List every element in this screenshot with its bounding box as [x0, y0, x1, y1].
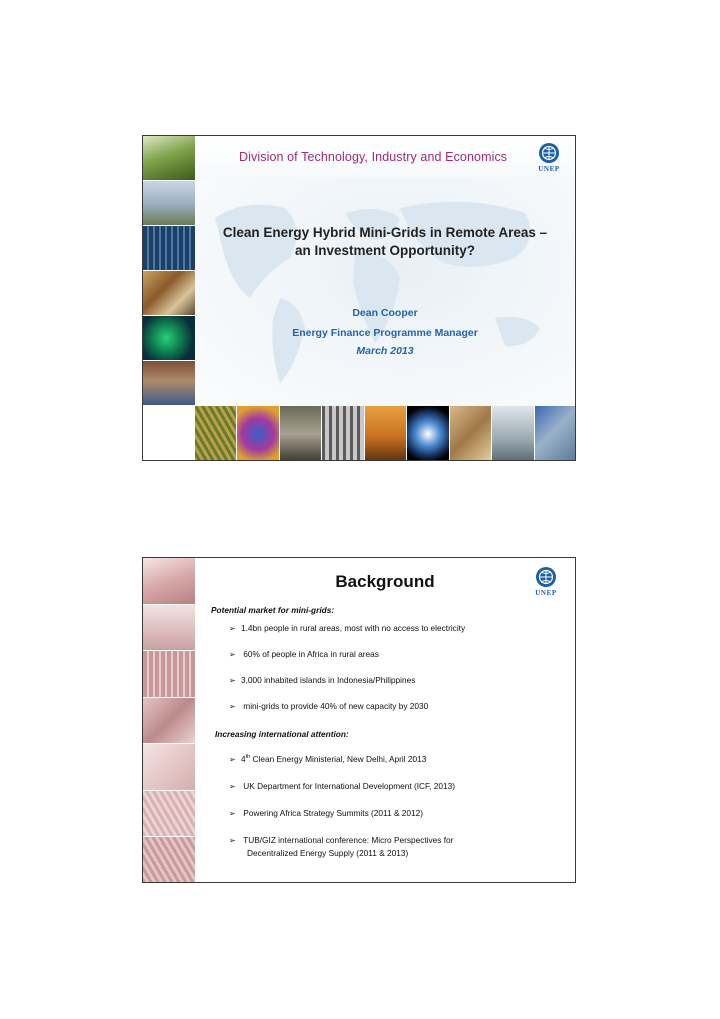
presentation-date: March 2013: [356, 345, 414, 357]
recycling-photo: [535, 406, 577, 461]
arrow-bullet-icon: ➢: [229, 809, 236, 818]
earth-globe-photo: [407, 406, 449, 461]
arrow-bullet-icon: ➢: [229, 650, 236, 659]
building-photo: [143, 226, 195, 271]
bullet-item: ➢ Powering Africa Strategy Summits (2011 & 2012): [229, 808, 424, 818]
title-slide: [142, 135, 576, 461]
unep-logo-text: UNEP: [538, 165, 560, 173]
arrow-bullet-icon: ➢: [229, 624, 236, 633]
faded-solar-photo: [143, 837, 195, 883]
flower-art-photo: [237, 406, 279, 461]
bullet-item: ➢ 60% of people in Africa in rural areas: [229, 649, 379, 659]
industry-photo: [322, 406, 364, 461]
arrow-bullet-icon: ➢: [229, 755, 236, 764]
unep-logo-text: UNEP: [535, 589, 557, 597]
bullet-item: ➢ 3,000 inhabited islands in Indonesia/Philippines: [229, 675, 416, 685]
smokestack-photo: [492, 406, 534, 461]
arrow-bullet-icon: ➢: [229, 782, 236, 791]
market-photo: [143, 271, 195, 316]
presentation-title: [195, 224, 575, 260]
faded-bright-photo: [143, 744, 195, 791]
faded-wind-turbine-photo: [143, 605, 195, 652]
world-map-graphic: [195, 178, 576, 406]
background-slide: [142, 557, 576, 883]
bullet-item: ➢ 1.4bn people in rural areas, most with no access to electricity: [229, 623, 466, 633]
crowd-photo: [280, 406, 322, 461]
world-map-background: [195, 178, 575, 406]
faded-building-photo: [143, 651, 195, 698]
unep-globe-icon: [538, 142, 560, 164]
wind-turbine-photo: [143, 181, 195, 226]
bullet-item: ➢ UK Department for International Development (ICF, 2013): [229, 781, 455, 791]
bullet-item: ➢ TUB/GIZ international conference: Micro Perspectives for Decentralized Energy Supply (2011 & 2013): [229, 835, 454, 858]
division-header: Division of Technology, Industry and Economics: [239, 150, 508, 164]
arrow-bullet-icon: ➢: [229, 702, 236, 711]
seedling-photo: [143, 136, 195, 181]
slide-title: Background: [335, 572, 435, 591]
arrow-bullet-icon: ➢: [229, 676, 236, 685]
meeting-photo: [143, 361, 195, 406]
presenter-role: Energy Finance Programme Manager: [292, 327, 478, 339]
bullet-item: ➢ mini-grids to provide 40% of new capacity by 2030: [229, 701, 429, 711]
left-photo-strip: [143, 136, 195, 406]
unep-logo: [531, 142, 567, 173]
boxes-photo: [450, 406, 492, 461]
unep-logo: [528, 566, 564, 597]
faded-market-photo: [143, 698, 195, 745]
ozone-globe-photo: [143, 316, 195, 361]
arrow-bullet-icon: ➢: [229, 836, 236, 845]
title-line-1: Clean Energy Hybrid Mini-Grids in Remote Areas –: [222, 225, 548, 240]
faded-photo-strip: [143, 558, 195, 883]
faded-seedling-photo: [143, 558, 195, 605]
faded-panel-photo: [143, 791, 195, 838]
presenter-name: Dean Cooper: [352, 307, 418, 319]
section-heading-market: Potential market for mini-grids:: [211, 605, 335, 615]
section-heading-attention: Increasing international attention:: [215, 729, 349, 739]
title-line-2: an Investment Opportunity?: [294, 243, 475, 258]
solar-panel-photo: [195, 406, 237, 461]
bottom-photo-strip: [195, 406, 576, 461]
sunset-workers-photo: [365, 406, 407, 461]
bullet-item: ➢ 4th Clean Energy Ministerial, New Delhi, April 2013: [229, 754, 427, 764]
unep-globe-icon: [535, 566, 557, 588]
